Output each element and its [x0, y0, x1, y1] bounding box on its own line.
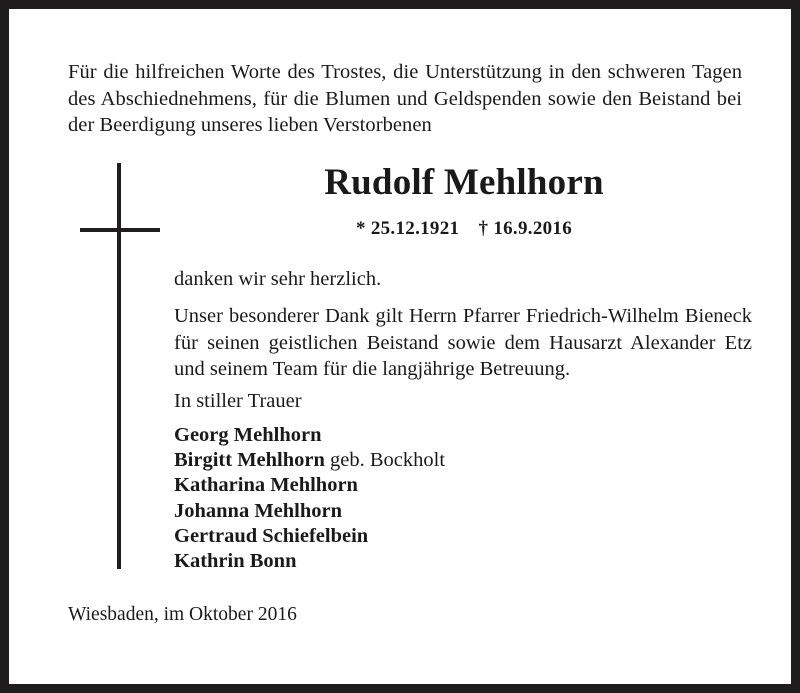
- survivor-name: Georg Mehlhorn: [174, 424, 322, 446]
- thanks-line: danken wir sehr herzlich.: [174, 268, 382, 290]
- obituary-card: [9, 9, 791, 684]
- place-date-line: Wiesbaden, im Oktober 2016: [68, 604, 297, 625]
- survivor-row: [174, 549, 674, 574]
- survivor-row: [174, 524, 674, 549]
- survivor-name: Gertraud Schiefelbein: [174, 524, 369, 547]
- survivor-name: Birgitt Mehlhorn: [174, 449, 325, 472]
- birth-date: 25.12.1921: [370, 218, 460, 239]
- deceased-dates: [174, 217, 754, 241]
- intro-paragraph: Für die hilfreichen Worte des Trostes, die Unterstützung in den schweren Tagen des Abschiednehmens, für die Blumen und Geldspenden sowie den Beistand bei der Beerdigung unseres lieben Verstorbenen: [68, 61, 742, 136]
- survivor-row: [174, 473, 674, 498]
- survivor-name: Katharina Mehlhorn: [174, 474, 358, 497]
- mourning-label: In stiller Trauer: [174, 390, 302, 412]
- survivor-name: Kathrin Bonn: [174, 550, 297, 573]
- death-symbol: †: [478, 218, 489, 239]
- survivor-maiden-name: geb. Bockholt: [324, 449, 446, 472]
- death-date: 16.9.2016: [493, 218, 573, 239]
- survivors-list: [174, 423, 674, 574]
- cross-horizontal-bar: [80, 228, 160, 232]
- deceased-name: Rudolf Mehlhorn: [324, 162, 604, 203]
- birth-symbol: *: [355, 218, 366, 239]
- cross-vertical-stem: [117, 163, 121, 569]
- survivor-row: [174, 448, 674, 473]
- christian-cross-icon: [71, 163, 171, 573]
- gratitude-paragraph: Unser besonderer Dank gilt Herrn Pfarrer Friedrich-Wilhelm Bieneck für seinen geistlichen Beistand sowie dem Hausarzt Alexander Etz und seinem Team für die langjährige Betreuung.: [174, 305, 752, 380]
- survivor-row: [174, 499, 674, 524]
- survivor-row: [174, 423, 674, 448]
- survivor-name: Johanna Mehlhorn: [174, 499, 343, 522]
